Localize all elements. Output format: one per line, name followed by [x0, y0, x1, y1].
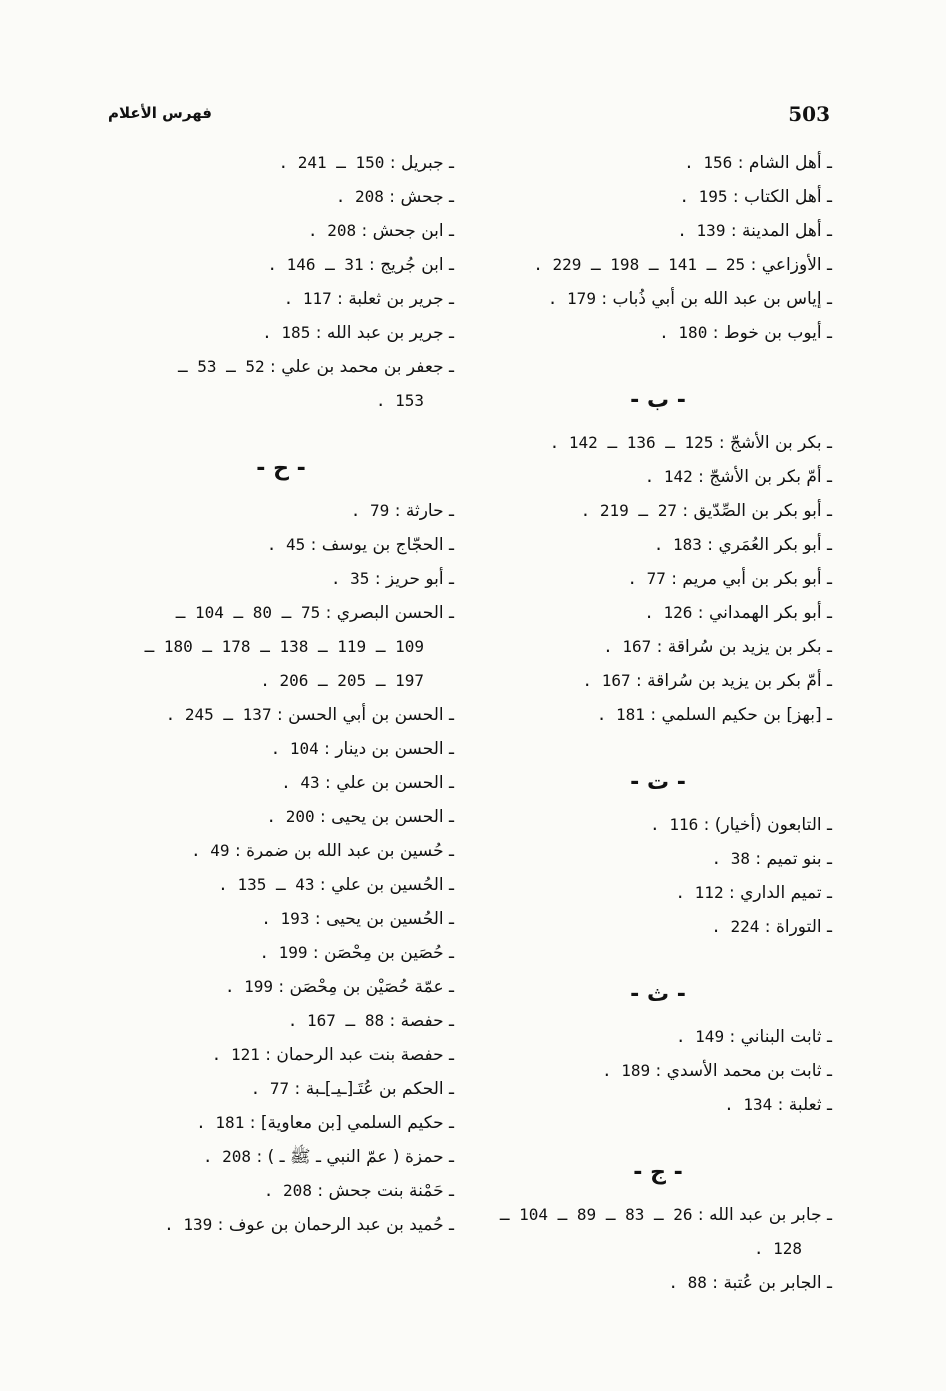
entry-name: ثابت البناني	[740, 1027, 822, 1047]
section-letter: - ح -	[256, 456, 306, 481]
entry-name: إياس بن عبد الله بن أبي ذُباب	[612, 289, 822, 309]
entry-pages: 199 .	[224, 977, 273, 996]
entry-name: ثعلبة	[788, 1095, 822, 1115]
entry-pages: 195 .	[679, 187, 728, 206]
entry-name: الحكم بن عُتَـ[ـيـ]ـبة	[305, 1079, 444, 1099]
page-header	[108, 102, 830, 132]
section-gap	[484, 350, 832, 368]
index-entry: ـ حَمْنة بنت جحش : 208 .	[263, 1181, 454, 1201]
entry-pages: 112 .	[675, 883, 724, 902]
entry-pages-continued: 153 .	[375, 391, 424, 410]
entry-name: بكر بن الأشجّ	[729, 433, 822, 453]
entry-name: الحسن بن علي	[336, 773, 444, 793]
entry-pages: 181 .	[196, 1113, 245, 1132]
entry-pages: 149 .	[675, 1027, 725, 1046]
entry-name: أبو بكر بن أبي مريم	[682, 569, 822, 589]
index-entry: ـ أيوب بن خوط : 180 .	[659, 323, 832, 343]
entry-pages: 79 .	[350, 501, 390, 520]
entry-name: جعفر بن محمد بن علي	[281, 357, 444, 377]
entry-name: حكيم السلمي [بن معاوية]	[260, 1113, 444, 1133]
entry-name: بنو تميم	[766, 849, 822, 869]
index-entry: ـ الحسن بن علي : 43 .	[281, 773, 454, 793]
section-gap	[484, 1122, 832, 1140]
index-entry: ـ الحُسين بن يحيى : 193 .	[261, 909, 454, 929]
entry-pages: 224 .	[711, 917, 760, 936]
section-letter: - ج -	[633, 1160, 683, 1185]
section-gap	[484, 944, 832, 962]
index-entry: ـ ابن جُريج : 31 ـ 146 .	[267, 255, 454, 275]
index-entry: ـ أبو حريز : 35 .	[330, 569, 454, 589]
index-entry: ـ حمزة ( عمّ النبي ـ ﷺ ـ ) : 208 .	[202, 1147, 454, 1167]
index-entry: ـ حُميد بن عبد الرحمان بن عوف : 139 .	[164, 1215, 454, 1235]
entry-line: ـ جابر بن عبد الله : 26 ـ 83 ـ 89 ـ 104 ـ	[499, 1205, 832, 1225]
section-gap	[484, 732, 832, 750]
entry-pages: 139 .	[164, 1215, 213, 1234]
entry-pages: 208 .	[307, 221, 357, 240]
entry-name: أبو حريز	[385, 569, 444, 589]
index-entry: ـ إياس بن عبد الله بن أبي ذُباب : 179 .	[547, 289, 832, 309]
index-entry: ـ أبو بكر بن أبي مريم : 77 .	[627, 569, 832, 589]
entry-pages: 167 .	[603, 637, 652, 656]
entry-name: عمّة حُصَيْن بن مِحْصَن	[289, 977, 444, 997]
index-entry: ـ جرير بن ثعلبة : 117 .	[283, 289, 454, 309]
entry-name: أبو بكر بن الصِّدّيق	[693, 501, 822, 521]
index-entry: ـ [بهز] بن حكيم السلمي : 181 .	[596, 705, 832, 725]
entry-pages: 193 .	[261, 909, 310, 928]
entry-pages: 183 .	[653, 535, 702, 554]
entry-name: الحسن بن يحيى	[331, 807, 444, 827]
entry-name: أمّ بكر بن يزيد بن سُراقة	[647, 671, 822, 691]
index-entry: ـ جحش : 208 .	[335, 187, 454, 207]
entry-pages: 208 .	[263, 1181, 312, 1200]
entry-pages: 43 ـ 135 .	[218, 875, 315, 894]
index-entry	[484, 1198, 832, 1266]
entry-pages: 185 .	[262, 323, 311, 342]
entry-name: التوراة	[775, 917, 822, 937]
index-entry: ـ جبريل : 150 ـ 241 .	[278, 153, 454, 173]
entry-name: ثابت بن محمد الأسدي	[666, 1061, 822, 1081]
entry-name: الحجّاج بن يوسف	[321, 535, 444, 555]
index-entry: ـ أمّ بكر بن يزيد بن سُراقة : 167 .	[582, 671, 832, 691]
entry-pages: 26 ـ 83 ـ 89 ـ 104 ـ	[499, 1205, 693, 1224]
entry-name: ابن جُريج	[380, 255, 444, 275]
index-entry: ـ ابن جحش : 208 .	[307, 221, 454, 241]
entry-name: تميم الداري	[740, 883, 822, 903]
entry-pages: 45 .	[266, 535, 306, 554]
index-column-left	[108, 146, 454, 1242]
entry-pages-continued: 128 .	[753, 1239, 802, 1258]
entry-name: جحش	[400, 187, 444, 207]
index-entry: ـ حارثة : 79 .	[350, 501, 454, 521]
entry-name: حَمْنة بنت جحش	[328, 1181, 444, 1201]
entry-pages: 134 .	[724, 1095, 773, 1114]
entry-pages: 75 ـ 80 ـ 104 ـ	[175, 603, 321, 622]
index-entry: ـ أبو بكر العُمَري : 183 .	[653, 535, 832, 555]
entry-pages: 88 ـ 167 .	[287, 1011, 385, 1030]
entry-pages: 43 .	[281, 773, 320, 792]
entry-pages: 38 .	[711, 849, 750, 868]
index-entry	[108, 350, 454, 418]
entry-name: جرير بن عبد الله	[326, 323, 444, 343]
entry-pages: 208 .	[202, 1147, 252, 1166]
index-entry: ـ ثابت البناني : 149 .	[675, 1027, 832, 1047]
entry-name: أهل الكتاب	[744, 187, 822, 207]
entry-pages: 117 .	[283, 289, 332, 308]
entry-name: ابن جحش	[372, 221, 444, 241]
entry-pages: 199 .	[259, 943, 308, 962]
entry-name: حارثة	[405, 501, 444, 521]
index-entry: ـ بنو تميم : 38 .	[711, 849, 832, 869]
index-entry: ـ الحُسين بن علي : 43 ـ 135 .	[218, 875, 454, 895]
entry-pages: 35 .	[330, 569, 370, 588]
section-letter: - ت -	[630, 770, 686, 795]
entry-pages-continued: 197 ـ 205 ـ 206 .	[260, 671, 424, 690]
index-entry: ـ أمّ بكر بن الأشجّ : 142 .	[644, 467, 832, 487]
index-entry: ـ أهل المدينة : 139 .	[677, 221, 832, 241]
entry-name: الحسن بن أبي الحسن	[288, 705, 444, 725]
entry-pages: 167 .	[582, 671, 631, 690]
index-entry: ـ أبو بكر الهمداني : 126 .	[644, 603, 832, 623]
index-entry: ـ حُسين بن عبد الله بن ضمرة : 49 .	[191, 841, 454, 861]
entry-name: الأوزاعي	[761, 255, 822, 275]
entry-pages: 180 .	[659, 323, 708, 342]
running-title: فهرس الأعلام	[108, 104, 212, 122]
entry-name: حُسين بن عبد الله بن ضمرة	[246, 841, 444, 861]
entry-name: الحسن بن دينار	[335, 739, 444, 759]
entry-name: حفصة	[400, 1011, 444, 1031]
index-entry: ـ جرير بن عبد الله : 185 .	[262, 323, 454, 343]
index-entry: ـ أبو بكر بن الصِّدّيق : 27 ـ 219 .	[580, 501, 832, 521]
entry-pages: 27 ـ 219 .	[580, 501, 677, 520]
entry-pages: 139 .	[677, 221, 726, 240]
index-entry: ـ التابعون (أخيار) : 116 .	[650, 815, 832, 835]
entry-name: أهل المدينة	[742, 221, 822, 241]
entry-name: أبو بكر الهمداني	[708, 603, 822, 623]
entry-pages: 208 .	[335, 187, 384, 206]
entry-pages: 49 .	[191, 841, 230, 860]
entry-name: التابعون (أخيار)	[714, 815, 822, 835]
entry-name: جبريل	[400, 153, 444, 173]
entry-pages: 137 ـ 245 .	[165, 705, 272, 724]
entry-name: بكر بن يزيد بن سُراقة	[667, 637, 822, 657]
entry-pages-continued: 109 ـ 119 ـ 138 ـ 178 ـ 180 ـ	[144, 637, 424, 656]
index-entry: ـ تميم الداري : 112 .	[675, 883, 832, 903]
entry-name: أيوب بن خوط	[723, 323, 822, 343]
entry-pages: 104 .	[270, 739, 319, 758]
entry-pages: 125 ـ 136 ـ 142 .	[549, 433, 714, 452]
index-entry: ـ الحسن بن يحيى : 200 .	[266, 807, 454, 827]
entry-pages: 116 .	[650, 815, 699, 834]
index-entry: ـ الحسن بن أبي الحسن : 137 ـ 245 .	[165, 705, 454, 725]
entry-pages: 179 .	[547, 289, 596, 308]
index-entry: ـ ثعلبة : 134 .	[724, 1095, 832, 1115]
section-letter: - ب -	[630, 388, 686, 413]
entry-line: ـ جعفر بن محمد بن علي : 52 ـ 53 ـ	[177, 357, 454, 377]
entry-pages: 52 ـ 53 ـ	[177, 357, 265, 376]
entry-name: حُميد بن عبد الرحمان بن عوف	[228, 1215, 444, 1235]
index-entry: ـ الحسن بن دينار : 104 .	[270, 739, 454, 759]
index-entry: ـ عمّة حُصَيْن بن مِحْصَن : 199 .	[224, 977, 454, 997]
entry-pages: 121 .	[211, 1045, 260, 1064]
entry-pages: 181 .	[596, 705, 645, 724]
entry-pages: 200 .	[266, 807, 315, 826]
index-entry: ـ أهل الكتاب : 195 .	[679, 187, 832, 207]
section-letter: - ث -	[630, 982, 686, 1007]
entry-pages: 77 .	[627, 569, 666, 588]
index-entry	[108, 596, 454, 698]
index-entry: ـ بكر بن يزيد بن سُراقة : 167 .	[603, 637, 832, 657]
index-entry: ـ أهل الشام : 156 .	[684, 153, 832, 173]
entry-pages: 142 .	[644, 467, 693, 486]
index-entry: ـ التوراة : 224 .	[711, 917, 832, 937]
index-entry: ـ الأوزاعي : 25 ـ 141 ـ 198 ـ 229 .	[533, 255, 832, 275]
entry-pages: 156 .	[684, 153, 733, 172]
index-entry: ـ حفصة : 88 ـ 167 .	[287, 1011, 454, 1031]
entry-name: أهل الشام	[748, 153, 822, 173]
entry-pages: 77 .	[250, 1079, 290, 1098]
entry-name: الحسن البصري	[336, 603, 444, 623]
page-number: 503	[788, 102, 830, 126]
entry-name: الحُسين بن علي	[331, 875, 444, 895]
index-entry: ـ الحجّاج بن يوسف : 45 .	[266, 535, 454, 555]
entry-pages: 126 .	[644, 603, 693, 622]
entry-line: ـ الحسن البصري : 75 ـ 80 ـ 104 ـ	[175, 603, 454, 623]
entry-name: جابر بن عبد الله	[709, 1205, 822, 1225]
entry-pages: 88 .	[668, 1273, 707, 1292]
entry-name: أبو بكر العُمَري	[718, 535, 822, 555]
entry-pages: 150 ـ 241 .	[278, 153, 385, 172]
index-entry: ـ الحكم بن عُتَـ[ـيـ]ـبة : 77 .	[250, 1079, 454, 1099]
entry-name: حفصة بنت عبد الرحمان	[276, 1045, 444, 1065]
entry-name: حُصَين بن مِحْصَن	[324, 943, 444, 963]
index-entry: ـ حفصة بنت عبد الرحمان : 121 .	[211, 1045, 454, 1065]
index-entry: ـ حكيم السلمي [بن معاوية] : 181 .	[196, 1113, 454, 1133]
index-column-right	[484, 146, 832, 1300]
entry-name: الحُسين بن يحيى	[326, 909, 444, 929]
entry-pages: 25 ـ 141 ـ 198 ـ 229 .	[533, 255, 746, 274]
index-entry: ـ ثابت بن محمد الأسدي : 189 .	[601, 1061, 832, 1081]
entry-pages: 189 .	[601, 1061, 651, 1080]
entry-name: جرير بن ثعلبة	[348, 289, 444, 309]
entry-name: حمزة ( عمّ النبي ـ ﷺ ـ )	[267, 1147, 444, 1167]
index-entry: ـ حُصَين بن مِحْصَن : 199 .	[259, 943, 454, 963]
section-gap	[108, 418, 454, 436]
entry-pages: 31 ـ 146 .	[267, 255, 364, 274]
entry-name: [بهز] بن حكيم السلمي	[661, 705, 822, 725]
index-entry: ـ بكر بن الأشجّ : 125 ـ 136 ـ 142 .	[549, 433, 832, 453]
entry-name: الجابر بن عُتبة	[723, 1273, 822, 1293]
entry-name: أمّ بكر بن الأشجّ	[709, 467, 822, 487]
index-entry: ـ الجابر بن عُتبة : 88 .	[668, 1273, 832, 1293]
